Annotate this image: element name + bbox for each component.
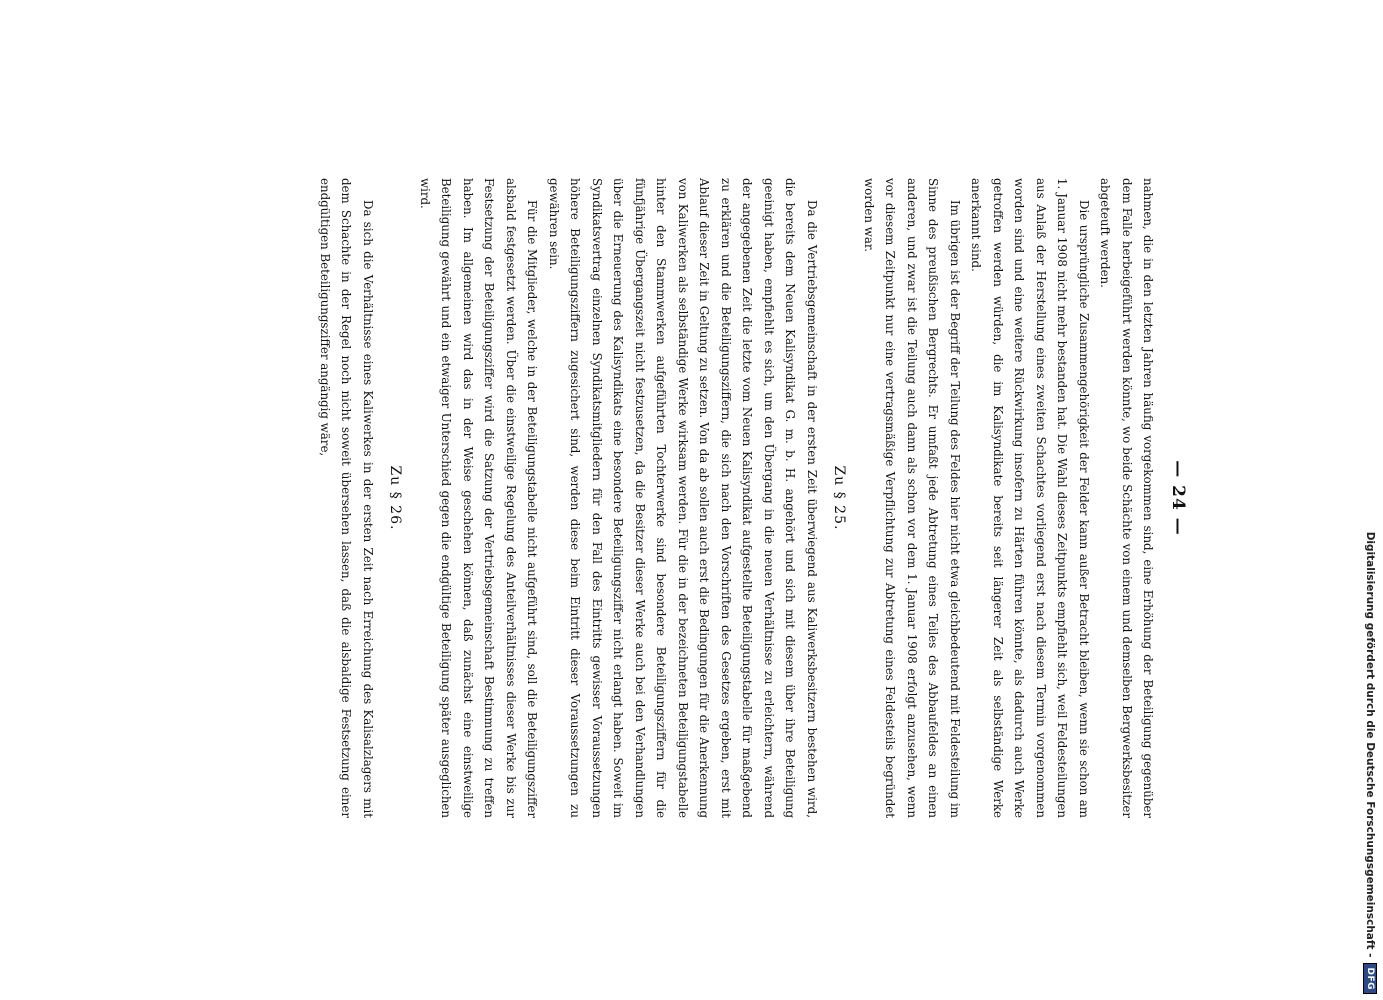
- credit-text: Digitalisierung gefördert durch die Deutsche Forschungsgemeinschaft -: [1364, 531, 1376, 958]
- page-number: — 24 —: [1168, 460, 1188, 536]
- paragraph: Da die Vertriebsgemeinschaft in der ersten Zeit überwiegend aus Kaliwerksbesitzern bestehen wird, die bereits dem Neuen Kalisyndikat G. m. b. H. angehört und sich mit diesem über ihre Beteiligung geeinigt haben, empfiehlt es sich, um den Übergang in die neuen Verhältnisse zu erleichtern, während der angegebenen Zeit die letzte vom Neuen Kalisyndikat aufgestellte Beteiligungstabelle für maßgebend zu erklären und die Beteiligungsziffern, die sich nach den Vorschriften des Gesetzes ergeben, erst mit Ablauf dieser Zeit in Geltung zu setzen. Von da ab sollen auch erst die Bedingungen für die Anerkennung von Kaliwerken als selbständige Werke wirksam werden. Für die in der bezeichneten Beteiligungstabelle hinter den Stammwerken aufgeführten Tochterwerke sind besondere Beteiligungsziffern für die fünfjährige Übergangszeit nicht festzusetzen, da die Besitzer dieser Werke auch bei den Verhandlungen über die Erneuerung des Kalisyndikats eine besondere Beteiligungsziffer nicht erlangt haben. Soweit im Syndikatsvertrag einzelnen Syndikatsmitgliedern für den Fall des Eintritts gewisser Voraussetzungen höhere Beteiligungsziffern zugesichert sind, werden diese beim Eintritt dieser Voraussetzungen zu gewähren sein.: [547, 178, 819, 818]
- dfg-logo: DFG: [1363, 963, 1377, 994]
- paragraph: Die ursprüngliche Zusammengehörigkeit der Felder kann außer Betracht bleiben, wenn sie schon am 1. Januar 1908 nicht mehr bestanden hat. Die Wahl dieses Zeitpunkts empfiehlt sich, weil Feldesteilungen aus Anlaß der Herstellung eines zweiten Schachtes vorliegend erst nach diesem Termin vorgenommen worden sind und eine weitere Rückwirkung insofern zu Härten führen könnte, als dadurch auch Werke getroffen werden würden, die im Kalisyndikate bereits seit längerer Zeit als selbständige Werke anerkannt sind.: [969, 178, 1091, 818]
- digitization-credit: [1357, 0, 1383, 1000]
- section-heading: Zu § 25.: [831, 465, 848, 531]
- page-content: [68, 178, 1188, 818]
- paragraph: Im übrigen ist der Begriff der Teilung des Feldes hier nicht etwa gleichbedeutend mit Feldesteilung im Sinne des preußischen Bergrechts. Er umfaßt jede Abtretung eines Teiles des Abbaufeldes an einen anderen, und zwar ist die Teilung auch dann als schon vor dem 1. Januar 1908 erfolgt anzusehen, wenn vor diesem Zeitpunkt nur eine vertragsmäßige Verpflichtung zur Abtretung eines Feldesteils begründet worden war.: [862, 178, 962, 818]
- section-heading: Zu § 26.: [387, 465, 404, 531]
- paragraph: Für die Mitglieder, welche in der Beteiligungstabelle nicht aufgeführt sind, soll die Beteiligungsziffer alsbald festgesetzt werden. Über die einstweilige Regelung des Anteilverhältnisses dieser Werke bis zur Festsetzung der Beteiligungsziffer wird die Satzung der Vertriebsgemeinschaft Bestimmung zu treffen haben. Im allgemeinen wird das in der Weise geschehen können, daß zunächst eine einstweilige Beteiligung gewährt und ein etwaiger Unterschied gegen die endgültige Beteiligung später ausgeglichen wird.: [418, 178, 540, 818]
- paragraph: Da sich die Verhältnisse eines Kaliwerkes in der ersten Zeit nach Erreichung des Kalisalzlagers mit dem Schachte in der Regel noch nicht soweit übersehen lassen, daß die alsbaldige Festsetzung einer endgültigen Beteiligungsziffer angängig wäre,: [318, 178, 375, 818]
- paragraph: nahmen, die in den letzten Jahren häufig vorgekommen sind, eine Erhöhung der Beteiligung gegenüber dem Falle herbeigeführt werden könnte, wo beide Schächte von einem und demselben Bergwerksbesitzer abgeteuft werden.: [1098, 178, 1156, 818]
